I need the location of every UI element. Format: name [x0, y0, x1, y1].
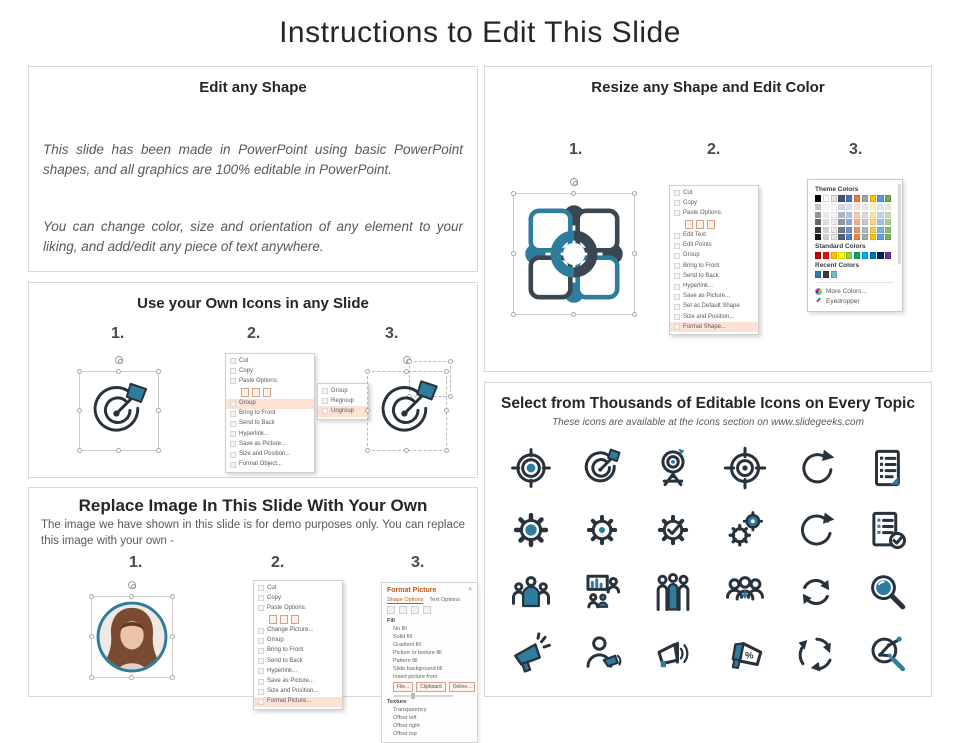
context-menu — [253, 580, 343, 710]
format-pane-option[interactable]: Solid fill — [393, 634, 412, 640]
selected-shape[interactable] — [513, 193, 635, 315]
format-pane-options-2 — [387, 698, 472, 738]
menu-item-icon — [230, 411, 236, 417]
color-swatch[interactable] — [815, 219, 821, 225]
close-icon[interactable]: × — [468, 587, 472, 593]
scrollbar[interactable] — [898, 184, 901, 264]
refresh-arrow-icon[interactable] — [780, 499, 851, 561]
menu-item[interactable]: Copy — [254, 593, 342, 603]
context-menu — [669, 185, 759, 335]
color-swatch[interactable] — [885, 204, 891, 210]
menu-item-icon — [258, 658, 264, 664]
step-number-3: 3. — [849, 141, 863, 158]
megaphone-waves-icon[interactable] — [638, 623, 709, 685]
checklist-document-icon[interactable] — [852, 437, 923, 499]
color-swatch[interactable] — [877, 219, 883, 225]
menu-item[interactable]: Size and Position... — [670, 312, 758, 322]
eyedropper-icon — [815, 298, 822, 305]
color-swatch[interactable] — [862, 212, 868, 218]
menu-item-icon — [230, 401, 236, 407]
menu-item[interactable]: Size and Position... — [254, 687, 342, 697]
color-swatch[interactable] — [877, 234, 883, 240]
menu-item-icon — [674, 200, 680, 206]
edit-shape-paragraph-2: You can change color, size and orientation of any element to your liking, and add/edit any piece of text anywhere. — [43, 218, 463, 254]
color-swatch[interactable] — [838, 227, 844, 233]
menu-item-icon — [230, 431, 236, 437]
step-number-3: 3. — [385, 325, 399, 342]
panel-heading: Replace Image In This Slide With Your Own — [78, 496, 428, 515]
menu-item[interactable]: Ungroup — [318, 406, 368, 416]
size-icon[interactable] — [411, 606, 419, 614]
color-swatch[interactable] — [885, 252, 891, 259]
menu-item-icon — [258, 605, 264, 611]
replace-image-subtext: The image we have shown in this slide is for demo purposes only. You can replace this image with your own - — [41, 519, 465, 547]
color-swatch[interactable] — [838, 212, 844, 218]
effects-icon[interactable] — [399, 606, 407, 614]
menu-item-icon — [674, 190, 680, 196]
survey-check-icon[interactable] — [852, 499, 923, 561]
color-swatch[interactable] — [823, 212, 829, 218]
color-swatch[interactable] — [846, 219, 852, 225]
format-pane-option[interactable]: Fill — [387, 618, 395, 624]
menu-item[interactable]: Regroup — [318, 396, 368, 406]
color-swatch[interactable] — [885, 212, 891, 218]
menu-item-icon — [674, 284, 680, 290]
edit-shape-paragraph-1: This slide has been made in PowerPoint using basic PowerPoint shapes, and all graphics are 100% editable in PowerPoint. — [43, 142, 463, 178]
menu-item[interactable]: Group — [226, 399, 314, 409]
menu-item-icon — [230, 441, 236, 447]
menu-item[interactable]: Size and Position... — [226, 450, 314, 460]
menu-item-icon — [674, 233, 680, 239]
format-pane-option[interactable]: Offset top — [393, 731, 417, 737]
step-number-2: 2. — [707, 141, 721, 158]
context-menu — [225, 353, 315, 473]
color-swatch[interactable] — [885, 195, 891, 202]
step-number-2: 2. — [247, 325, 261, 342]
target-dart-icon — [367, 371, 447, 451]
redo-arrow-icon[interactable] — [780, 437, 851, 499]
menu-item[interactable]: Save as Picture... — [254, 677, 342, 687]
menu-item-icon — [674, 294, 680, 300]
format-pane-options — [387, 617, 472, 681]
step-number-1: 1. — [129, 554, 143, 571]
menu-item-icon — [258, 585, 264, 591]
panel-own-icons — [28, 282, 478, 478]
menu-item-icon — [674, 314, 680, 320]
color-swatch[interactable] — [862, 204, 868, 210]
paste-options-icons[interactable] — [226, 387, 314, 399]
menu-item-icon — [322, 388, 328, 394]
menu-item-icon — [258, 628, 264, 634]
color-swatch[interactable] — [854, 204, 860, 210]
menu-item[interactable]: Send to Back — [254, 656, 342, 666]
panel-heading: Resize any Shape and Edit Color — [591, 79, 825, 96]
sync-arrows-icon[interactable] — [780, 561, 851, 623]
selected-photo[interactable] — [91, 596, 173, 678]
theme-colors-row — [815, 195, 894, 202]
color-swatch[interactable] — [815, 212, 821, 218]
format-pane-option[interactable]: No fill — [393, 626, 407, 632]
menu-item-icon — [230, 452, 236, 458]
menu-item[interactable]: Group — [670, 251, 758, 261]
group-submenu — [317, 383, 369, 420]
menu-item-icon — [674, 210, 680, 216]
color-swatch[interactable] — [838, 252, 844, 259]
format-pane-button[interactable]: File... — [393, 682, 413, 692]
format-pane-option[interactable]: Picture or texture fill — [393, 650, 442, 656]
picture-icon[interactable] — [423, 606, 431, 614]
menu-item[interactable]: Bring to Front — [670, 261, 758, 271]
color-swatch[interactable] — [831, 252, 837, 259]
panel-icons-library — [484, 382, 932, 697]
menu-item-icon — [230, 462, 236, 468]
menu-item[interactable]: Edit Text — [670, 231, 758, 241]
panel-replace-image — [28, 487, 478, 737]
color-swatch[interactable] — [870, 227, 876, 233]
menu-item[interactable]: Format Picture... — [254, 697, 342, 707]
gear-check-icon[interactable] — [638, 499, 709, 561]
rotate-handle[interactable] — [570, 178, 578, 186]
menu-item[interactable]: Paste Options: — [226, 376, 314, 386]
recent-colors-label: Recent Colors — [815, 262, 860, 269]
menu-item[interactable]: Paste Options: — [670, 208, 758, 218]
format-picture-pane — [381, 582, 478, 743]
gear-icon[interactable] — [566, 499, 637, 561]
rotate-handle[interactable] — [115, 356, 123, 364]
color-swatch[interactable] — [854, 212, 860, 218]
menu-item-icon — [230, 358, 236, 364]
target-dart-icon[interactable] — [566, 437, 637, 499]
format-pane-button[interactable]: Online... — [449, 682, 476, 692]
menu-item[interactable]: Cut — [670, 188, 758, 198]
color-swatch[interactable] — [846, 252, 852, 259]
color-swatch[interactable] — [823, 204, 829, 210]
color-swatch[interactable] — [862, 195, 868, 202]
menu-item[interactable]: Cut — [226, 356, 314, 366]
color-swatch[interactable] — [831, 195, 837, 202]
color-swatch[interactable] — [846, 212, 852, 218]
menu-item[interactable]: Format Shape... — [670, 322, 758, 332]
tab-shape-options[interactable]: Shape Options — [387, 597, 424, 603]
menu-item[interactable]: Cut — [254, 583, 342, 593]
color-swatch[interactable] — [862, 219, 868, 225]
menu-item[interactable]: Save as Picture... — [226, 439, 314, 449]
menu-item-icon — [258, 699, 264, 705]
theme-colors-label: Theme Colors — [815, 186, 859, 193]
color-swatch[interactable] — [862, 234, 868, 240]
menu-item[interactable]: Save as Picture... — [670, 292, 758, 302]
menu-item-icon — [322, 408, 328, 414]
color-swatch[interactable] — [877, 252, 883, 259]
color-picker — [807, 179, 903, 312]
color-swatch[interactable] — [862, 227, 868, 233]
color-swatch[interactable] — [823, 227, 829, 233]
color-swatch[interactable] — [877, 195, 883, 202]
color-swatch[interactable] — [815, 227, 821, 233]
color-swatch[interactable] — [838, 195, 844, 202]
quad-squares-shape — [513, 193, 635, 315]
standard-colors-label: Standard Colors — [815, 243, 866, 250]
step-number-1: 1. — [569, 141, 583, 158]
format-pane-button[interactable]: Clipboard — [416, 682, 445, 692]
panel-heading: Use your Own Icons in any Slide — [137, 295, 369, 312]
color-swatch[interactable] — [831, 227, 837, 233]
color-swatch[interactable] — [885, 234, 891, 240]
color-swatch[interactable] — [877, 204, 883, 210]
color-swatch[interactable] — [885, 227, 891, 233]
team-standing-icon[interactable] — [638, 561, 709, 623]
color-swatch[interactable] — [862, 252, 868, 259]
menu-item-icon — [230, 421, 236, 427]
format-pane-option[interactable]: Gradient fill — [393, 642, 421, 648]
format-pane-icon-row — [387, 606, 472, 614]
double-gears-icon[interactable] — [709, 499, 780, 561]
format-pane-title: Format Picture — [387, 587, 437, 594]
menu-item[interactable]: Format Object... — [226, 460, 314, 470]
menu-item-icon — [258, 595, 264, 601]
page-title: Instructions to Edit This Slide — [279, 16, 681, 49]
color-swatch[interactable] — [870, 204, 876, 210]
color-swatch[interactable] — [831, 212, 837, 218]
format-pane-option[interactable]: Pattern fill — [393, 658, 418, 664]
menu-item-icon — [674, 324, 680, 330]
menu-item[interactable]: Copy — [226, 366, 314, 376]
step-number-1: 1. — [111, 325, 125, 342]
menu-item[interactable]: Edit Points — [670, 241, 758, 251]
icons-grid — [495, 437, 923, 685]
standard-colors-row — [815, 252, 894, 259]
menu-item-icon — [230, 378, 236, 384]
menu-item[interactable]: Send to Back — [670, 271, 758, 281]
menu-item[interactable]: Copy — [670, 198, 758, 208]
color-swatch[interactable] — [823, 271, 829, 278]
menu-item[interactable]: Change Picture... — [254, 626, 342, 636]
color-swatch[interactable] — [838, 204, 844, 210]
color-swatch[interactable] — [870, 234, 876, 240]
menu-item-icon — [674, 273, 680, 279]
megaphone-percent-icon[interactable] — [709, 623, 780, 685]
color-swatch[interactable] — [823, 234, 829, 240]
fill-icon[interactable] — [387, 606, 395, 614]
ungrouped-target-icon[interactable] — [367, 371, 447, 451]
color-swatch[interactable] — [877, 227, 883, 233]
presentation-audience-icon[interactable] — [566, 561, 637, 623]
color-wheel-icon — [815, 288, 822, 295]
menu-item-icon — [674, 243, 680, 249]
target-dart-icon — [79, 371, 159, 451]
menu-item[interactable]: Group — [254, 636, 342, 646]
team-leader-icon[interactable] — [495, 561, 566, 623]
announcer-icon[interactable] — [566, 623, 637, 685]
color-swatch[interactable] — [831, 234, 837, 240]
color-swatch[interactable] — [838, 219, 844, 225]
format-pane-option[interactable]: Slide background fill — [393, 666, 443, 672]
menu-item[interactable]: Hyperlink... — [670, 282, 758, 292]
target-crosshair-icon[interactable] — [495, 437, 566, 499]
color-swatch[interactable] — [870, 212, 876, 218]
format-pane-option[interactable]: Insert picture from — [393, 674, 438, 680]
format-pane-option[interactable]: Texture — [387, 699, 407, 705]
woman-portrait-photo — [91, 596, 173, 678]
menu-item[interactable]: Paste Options: — [254, 603, 342, 613]
paste-options-icons[interactable] — [670, 219, 758, 231]
color-swatch[interactable] — [823, 219, 829, 225]
color-swatch[interactable] — [823, 252, 829, 259]
color-swatch[interactable] — [823, 195, 829, 202]
color-swatch[interactable] — [831, 204, 837, 210]
theme-tints-grid — [815, 204, 895, 240]
color-swatch[interactable] — [815, 204, 821, 210]
color-swatch[interactable] — [846, 195, 852, 202]
menu-item-icon — [258, 638, 264, 644]
rotate-handle[interactable] — [128, 581, 136, 589]
scope-crosshair-icon[interactable] — [709, 437, 780, 499]
color-swatch[interactable] — [838, 234, 844, 240]
color-swatch[interactable] — [870, 219, 876, 225]
more-colors-item[interactable]: More Colors... — [815, 286, 894, 296]
menu-item[interactable]: Bring to Front — [254, 646, 342, 656]
panel-edit-any-shape — [28, 66, 478, 272]
menu-item-icon — [674, 253, 680, 259]
transparency-slider[interactable] — [393, 695, 453, 697]
recent-colors-row — [815, 271, 894, 278]
megaphone-icon[interactable] — [495, 623, 566, 685]
color-swatch[interactable] — [854, 227, 860, 233]
menu-item-icon — [258, 689, 264, 695]
step-number-3: 3. — [411, 554, 425, 571]
format-pane-option[interactable]: Offset left — [393, 715, 417, 721]
color-swatch[interactable] — [815, 234, 821, 240]
menu-item-icon — [230, 368, 236, 374]
menu-item[interactable]: Set as Default Shape — [670, 302, 758, 312]
color-swatch[interactable] — [846, 234, 852, 240]
color-swatch[interactable] — [854, 219, 860, 225]
color-swatch[interactable] — [854, 234, 860, 240]
color-swatch[interactable] — [870, 252, 876, 259]
color-swatch[interactable] — [831, 219, 837, 225]
panel-heading: Select from Thousands of Editable Icons on Every Topic — [501, 395, 915, 412]
menu-item-icon — [674, 304, 680, 310]
tab-text-options[interactable]: Text Options — [429, 597, 460, 603]
magnifier-icon[interactable] — [852, 561, 923, 623]
eyedropper-item[interactable]: Eyedropper — [815, 296, 894, 306]
color-swatch[interactable] — [877, 212, 883, 218]
color-swatch[interactable] — [854, 252, 860, 259]
color-swatch[interactable] — [815, 252, 821, 259]
menu-item-icon — [674, 263, 680, 269]
menu-item[interactable]: Hyperlink... — [254, 666, 342, 676]
menu-item[interactable]: Group — [318, 386, 368, 396]
color-swatch[interactable] — [831, 271, 837, 278]
selected-target-icon[interactable] — [79, 371, 159, 451]
menu-item[interactable]: Bring to Front — [226, 409, 314, 419]
color-swatch[interactable] — [885, 219, 891, 225]
magnifier-share-icon[interactable] — [852, 623, 923, 685]
format-pane-option[interactable]: Transparency — [393, 707, 427, 713]
dartboard-stand-icon[interactable] — [638, 437, 709, 499]
insert-picture-buttons — [387, 681, 472, 693]
menu-item[interactable]: Send to Back — [226, 419, 314, 429]
svg-text:%: % — [744, 650, 754, 662]
color-swatch[interactable] — [815, 271, 821, 278]
panel-resize-shape — [484, 66, 932, 372]
cycle-arrows-icon[interactable] — [780, 623, 851, 685]
color-swatch[interactable] — [815, 195, 821, 202]
color-swatch[interactable] — [854, 195, 860, 202]
menu-item[interactable]: Hyperlink... — [226, 429, 314, 439]
menu-item-icon — [258, 668, 264, 674]
color-swatch[interactable] — [870, 195, 876, 202]
color-swatch[interactable] — [846, 227, 852, 233]
paste-options-icons[interactable] — [254, 614, 342, 626]
icons-grid-subtext: These icons are available at the Icons section on www.slidegeeks.com — [552, 417, 864, 428]
menu-item-icon — [258, 648, 264, 654]
gear-filled-icon[interactable] — [495, 499, 566, 561]
team-faces-icon[interactable] — [709, 561, 780, 623]
color-swatch[interactable] — [846, 204, 852, 210]
step-number-2: 2. — [271, 554, 285, 571]
format-pane-option[interactable]: Offset right — [393, 723, 420, 729]
panel-heading: Edit any Shape — [199, 79, 307, 96]
menu-item-icon — [322, 398, 328, 404]
menu-item-icon — [258, 679, 264, 685]
